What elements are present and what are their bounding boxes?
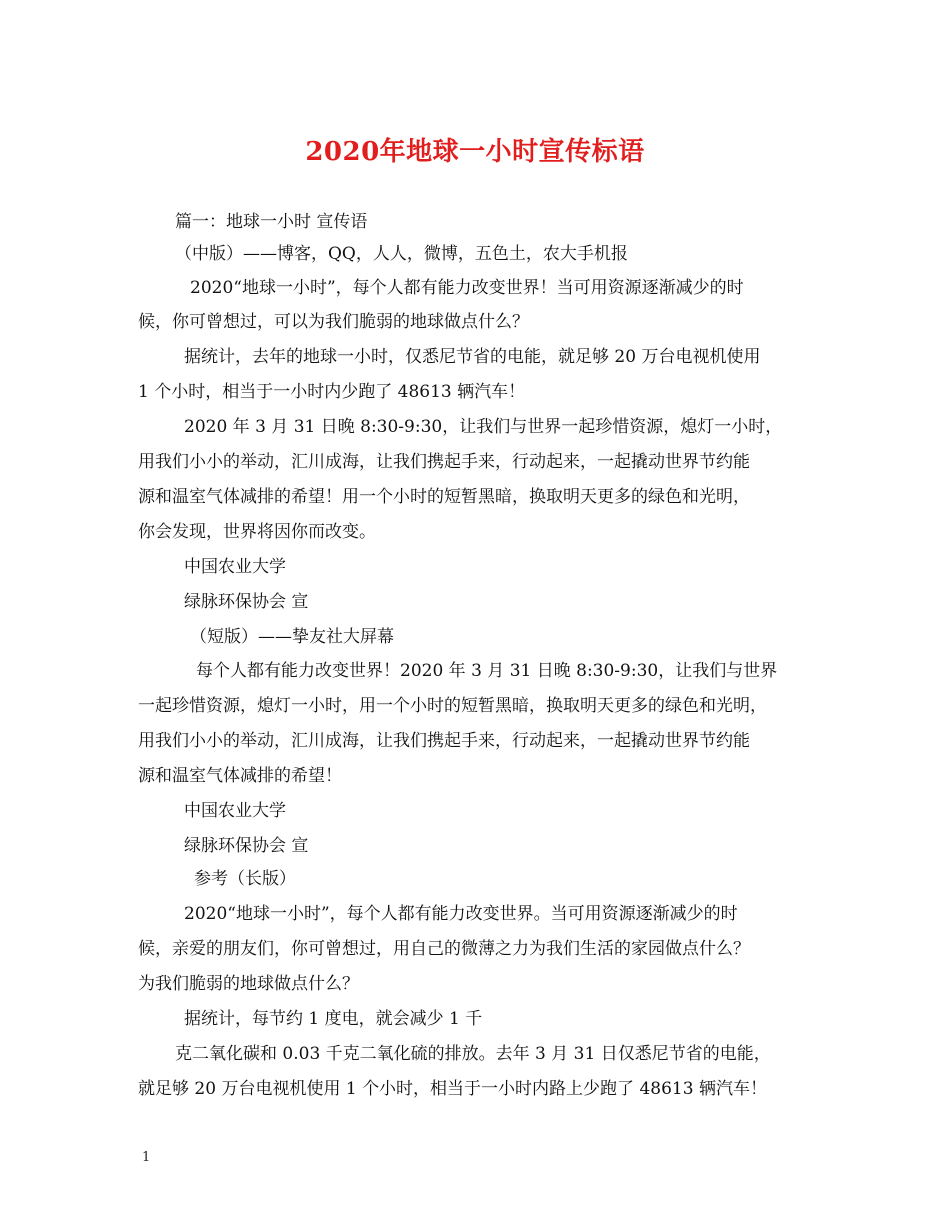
body-line: （中版）——博客，QQ，人人，微博，五色土，农大手机报 <box>175 244 628 264</box>
body-line: 你会发现，世界将因你而改变。 <box>138 522 376 542</box>
body-line: 1 个小时，相当于一小时内少跑了 48613 辆汽车！ <box>138 382 526 402</box>
body-line: 据统计，去年的地球一小时，仅悉尼节省的电能，就足够 20 万台电视机使用 <box>184 347 761 367</box>
body-line: 克二氧化碳和 0.03 千克二氧化硫的排放。去年 3 月 31 日仅悉尼节省的电能， <box>175 1044 771 1064</box>
body-line: 候，你可曾想过，可以为我们脆弱的地球做点什么？ <box>138 312 529 332</box>
document-title: 2020年地球一小时宣传标语 <box>305 137 645 167</box>
body-line: 中国农业大学 <box>184 801 286 821</box>
body-line: 篇一：地球一小时 宣传语 <box>175 212 368 232</box>
body-line: 用我们小小的举动，汇川成海，让我们携起手来，行动起来，一起撬动世界节约能 <box>138 731 750 751</box>
body-line: 2020“地球一小时”，每个人都有能力改变世界！当可用资源逐渐减少的时 <box>190 278 744 298</box>
body-line: 参考（长版） <box>194 869 296 889</box>
body-line: 源和温室气体减排的希望！用一个小时的短暂黑暗，换取明天更多的绿色和光明， <box>138 487 750 507</box>
body-line: 中国农业大学 <box>184 557 286 577</box>
body-line: 2020“地球一小时”，每个人都有能力改变世界。当可用资源逐渐减少的时 <box>184 904 738 924</box>
body-line: 为我们脆弱的地球做点什么？ <box>138 974 359 994</box>
body-line: 据统计，每节约 1 度电，就会减少 1 千 <box>184 1009 483 1029</box>
body-line: 绿脉环保协会 宣 <box>184 836 309 856</box>
body-line: 就足够 20 万台电视机使用 1 个小时，相当于一小时内路上少跑了 48613 辆汽车！ <box>138 1079 767 1099</box>
body-line: 候，亲爱的朋友们，你可曾想过，用自己的微薄之力为我们生活的家园做点什么？ <box>138 939 750 959</box>
body-line: 一起珍惜资源，熄灯一小时，用一个小时的短暂黑暗，换取明天更多的绿色和光明， <box>138 696 767 716</box>
body-line: （短版）——挚友社大屏幕 <box>190 627 394 647</box>
body-line: 绿脉环保协会 宣 <box>184 592 309 612</box>
body-line: 用我们小小的举动，汇川成海，让我们携起手来，行动起来，一起撬动世界节约能 <box>138 452 750 472</box>
body-line: 2020 年 3 月 31 日晚 8:30-9:30，让我们与世界一起珍惜资源，熄灯一小时， <box>184 417 783 437</box>
page-number: 1 <box>142 1150 151 1165</box>
body-line: 源和温室气体减排的希望！ <box>138 766 342 786</box>
body-line: 每个人都有能力改变世界！2020 年 3 月 31 日晚 8:30-9:30，让我们与世界 <box>196 661 778 681</box>
